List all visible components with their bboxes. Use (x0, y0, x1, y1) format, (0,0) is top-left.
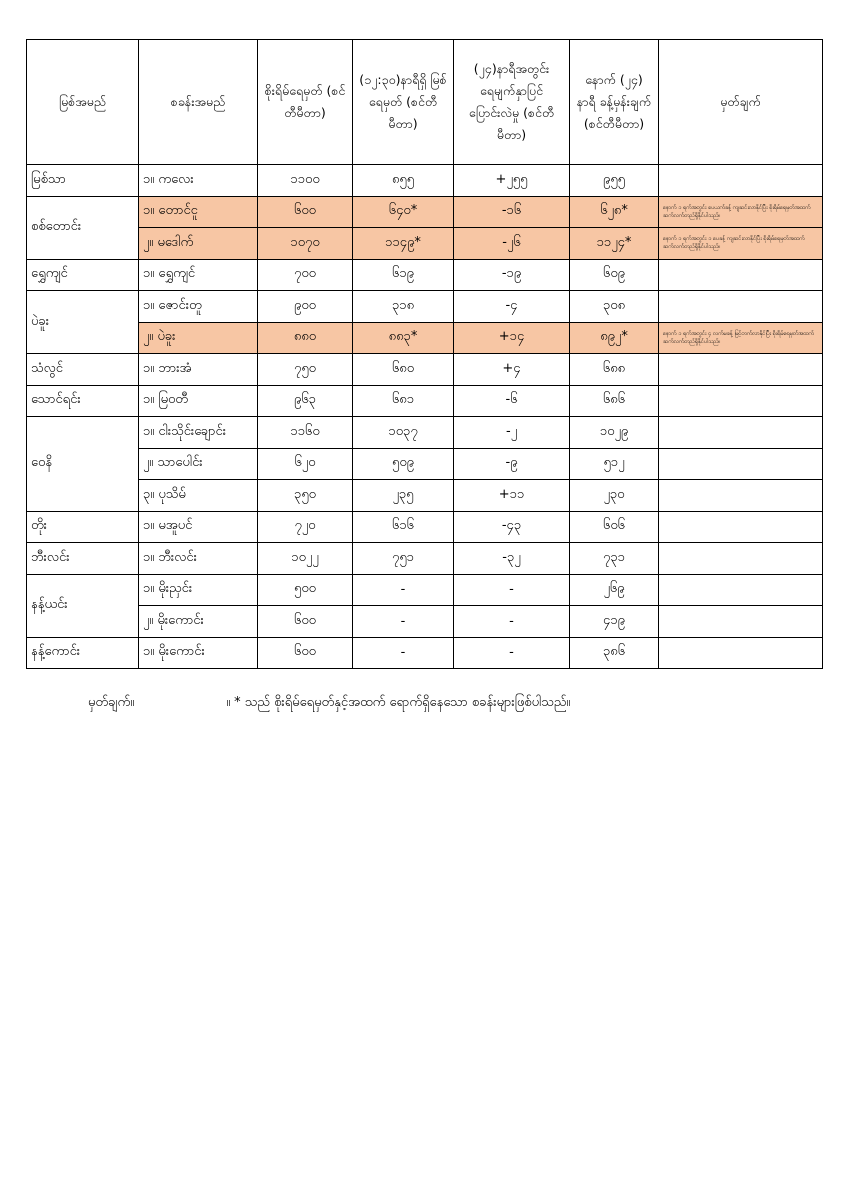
table-row (27, 417, 823, 449)
current-level: ၆၁၆ (353, 511, 454, 543)
forecast-level: ၄၁၉ (570, 606, 659, 638)
river-name: မြစ်သာ (27, 165, 139, 197)
current-level: ၃၁၈ (353, 291, 454, 323)
station-name: ၂။ သာပေါင်း (139, 448, 258, 480)
remark (659, 165, 823, 197)
remark (659, 291, 823, 323)
table-row (27, 165, 823, 197)
header-row (27, 40, 823, 165)
forecast-level: ၆၈၈ (570, 354, 659, 386)
table-row (27, 259, 823, 291)
danger-level: ၇၀၀ (258, 259, 353, 291)
level-change: - (454, 606, 570, 638)
danger-level: ၉၆၃ (258, 385, 353, 417)
river-name: ဝေနိ (27, 417, 139, 512)
forecast-level: ၃၀၈ (570, 291, 659, 323)
level-change: - (454, 637, 570, 669)
level-change: -၁၉ (454, 259, 570, 291)
danger-level: ၆၀၀ (258, 637, 353, 669)
header-24h-change: (၂၄)နာရီအတွင်း ရေမျက်နှာပြင် ပြောင်းလဲမှု (စင်တီမီတာ) (454, 40, 570, 165)
danger-level: ၁၀၇၀ (258, 228, 353, 260)
forecast-level: ၅၁၂ (570, 448, 659, 480)
danger-level: ၅၀၀ (258, 574, 353, 606)
current-level: ၅၀၉ (353, 448, 454, 480)
remark (659, 259, 823, 291)
footnote-text: ။ * သည် စိုးရိမ်ရေမှတ်နှင့်အထက် ရောက်ရှိနေသော စခန်းများဖြစ်ပါသည်။ (226, 695, 571, 710)
river-name: ရွှေကျင် (27, 259, 139, 291)
remark (659, 417, 823, 449)
station-name: ၁။ ဘီးလင်း (139, 543, 258, 575)
level-change: -၉ (454, 448, 570, 480)
level-change: +၂၅၅ (454, 165, 570, 197)
danger-level: ၆၀၀ (258, 196, 353, 228)
table-row (27, 385, 823, 417)
current-level: - (353, 574, 454, 606)
table-row (27, 354, 823, 386)
level-change: -၄ (454, 291, 570, 323)
table-row (27, 196, 823, 228)
header-station: စခန်းအမည် (139, 40, 258, 165)
header-river: မြစ်အမည် (27, 40, 139, 165)
danger-level: ၁၁၀၀ (258, 165, 353, 197)
forecast-level: ၁၁၂၄* (570, 228, 659, 260)
river-name: နန့်ကောင်း (27, 637, 139, 669)
remark: နောက် ၁ ရက်အတွင်း ပေယက်ခန့် ကျဆင်းလာနိုင်ပြီး စိုးရိမ်ရေမှတ်အထက် ဆက်လက်တည်ရှိနိုင်ပါသည်။ (659, 196, 823, 228)
table-row (27, 480, 823, 512)
forecast-level: ၆၂၈* (570, 196, 659, 228)
level-change: +၁၄ (454, 322, 570, 354)
remark (659, 637, 823, 669)
remark: နောက် ၁ ရက်အတွင်း ၁ ပေခန့် ကျဆင်းလာနိုင်ပြီး စိုးရိမ်ရေမှတ်အထက် ဆက်လက်တည်ရှိနိုင်ပါသည်။ (659, 228, 823, 260)
station-name: ၁။ မိုးညှင်း (139, 574, 258, 606)
station-name: ၂။ မိုးကောင်း (139, 606, 258, 638)
station-name: ၁။ တောင်ငူ (139, 196, 258, 228)
station-name: ၁။ ငါးသိုင်းချောင်း (139, 417, 258, 449)
current-level: - (353, 606, 454, 638)
current-level: ၁၀၃၇ (353, 417, 454, 449)
forecast-level: ၁၀၂၉ (570, 417, 659, 449)
table-row (27, 322, 823, 354)
footnote-label: မှတ်ချက်။ (88, 695, 135, 710)
footnote (88, 694, 570, 713)
river-name: စစ်တောင်း (27, 196, 139, 259)
danger-level: ၇၅၀ (258, 354, 353, 386)
current-level: ၆၄၀* (353, 196, 454, 228)
level-change: - (454, 574, 570, 606)
forecast-level: ၉၅၅ (570, 165, 659, 197)
current-level: ၁၁၄၉* (353, 228, 454, 260)
water-level-table (26, 39, 823, 669)
level-change: -၁၆ (454, 196, 570, 228)
forecast-level: ၇၃၁ (570, 543, 659, 575)
header-danger-level: စိုးရိမ်ရေမှတ် (စင်တီမီတာ) (258, 40, 353, 165)
level-change: -၂၆ (454, 228, 570, 260)
river-name: နန့်ယင်း (27, 574, 139, 637)
station-name: ၁။ ရွှေကျင် (139, 259, 258, 291)
station-name: ၁။ မအူပင် (139, 511, 258, 543)
header-forecast: နောက် (၂၄) နာရီ ခန့်မှန်းချက် (စင်တီမီတာ) (570, 40, 659, 165)
current-level: ၈၅၅ (353, 165, 454, 197)
station-name: ၂။ မဒေါက် (139, 228, 258, 260)
table-row (27, 448, 823, 480)
current-level: ၈၈၃* (353, 322, 454, 354)
station-name: ၃။ ပုသိမ် (139, 480, 258, 512)
station-name: ၁။ မြဝတီ (139, 385, 258, 417)
level-change: -၄၃ (454, 511, 570, 543)
remark (659, 543, 823, 575)
river-name: သောင်ရင်း (27, 385, 139, 417)
level-change: +၁၁ (454, 480, 570, 512)
river-name: ပဲခူး (27, 291, 139, 354)
table-row (27, 574, 823, 606)
river-name: သံလွင် (27, 354, 139, 386)
station-name: ၁။ ဘားအံ (139, 354, 258, 386)
remark (659, 606, 823, 638)
forecast-level: ၆၈၆ (570, 385, 659, 417)
danger-level: ၁၁၆၀ (258, 417, 353, 449)
remark (659, 574, 823, 606)
table-row (27, 291, 823, 323)
forecast-level: ၂၆၉ (570, 574, 659, 606)
current-level: ၆၈၀ (353, 354, 454, 386)
danger-level: ၆၀၀ (258, 606, 353, 638)
station-name: ၂။ ပဲခူး (139, 322, 258, 354)
table-row (27, 543, 823, 575)
remark (659, 448, 823, 480)
remark (659, 480, 823, 512)
danger-level: ၈၈၀ (258, 322, 353, 354)
station-name: ၁။ ကလေး (139, 165, 258, 197)
table-row (27, 606, 823, 638)
current-level: ၆၁၉ (353, 259, 454, 291)
station-name: ၁။ ဇောင်းတူ (139, 291, 258, 323)
header-current-level: (၁၂:၃၀)နာရီရှိ မြစ်ရေမှတ် (စင်တီမီတာ) (353, 40, 454, 165)
header-remarks: မှတ်ချက် (659, 40, 823, 165)
forecast-level: ၈၉၂* (570, 322, 659, 354)
station-name: ၁။ မိုးကောင်း (139, 637, 258, 669)
remark: နောက် ၁ ရက်အတွင်း ၄ လက်မခန့် မြင့်တက်လာနိုင်ပြီး စိုးရိမ်ရေမှတ်အထက် ဆက်လက်တည်ရှိနိုင်ပါသည်။ (659, 322, 823, 354)
forecast-level: ၃၈၆ (570, 637, 659, 669)
remark (659, 511, 823, 543)
danger-level: ၉၀၀ (258, 291, 353, 323)
current-level: - (353, 637, 454, 669)
danger-level: ၇၂၀ (258, 511, 353, 543)
river-name: တိုး (27, 511, 139, 543)
forecast-level: ၆၀၆ (570, 511, 659, 543)
danger-level: ၁၀၂၂ (258, 543, 353, 575)
table-row (27, 511, 823, 543)
current-level: ၆၈၁ (353, 385, 454, 417)
table-row (27, 228, 823, 260)
current-level: ၂၃၅ (353, 480, 454, 512)
level-change: -၂ (454, 417, 570, 449)
current-level: ၇၅၁ (353, 543, 454, 575)
river-name: ဘီးလင်း (27, 543, 139, 575)
danger-level: ၆၂၀ (258, 448, 353, 480)
table-row (27, 637, 823, 669)
danger-level: ၃၅၀ (258, 480, 353, 512)
forecast-level: ၂၃၀ (570, 480, 659, 512)
level-change: -၃၂ (454, 543, 570, 575)
forecast-level: ၆၀၉ (570, 259, 659, 291)
remark (659, 385, 823, 417)
level-change: -၆ (454, 385, 570, 417)
level-change: +၄ (454, 354, 570, 386)
remark (659, 354, 823, 386)
